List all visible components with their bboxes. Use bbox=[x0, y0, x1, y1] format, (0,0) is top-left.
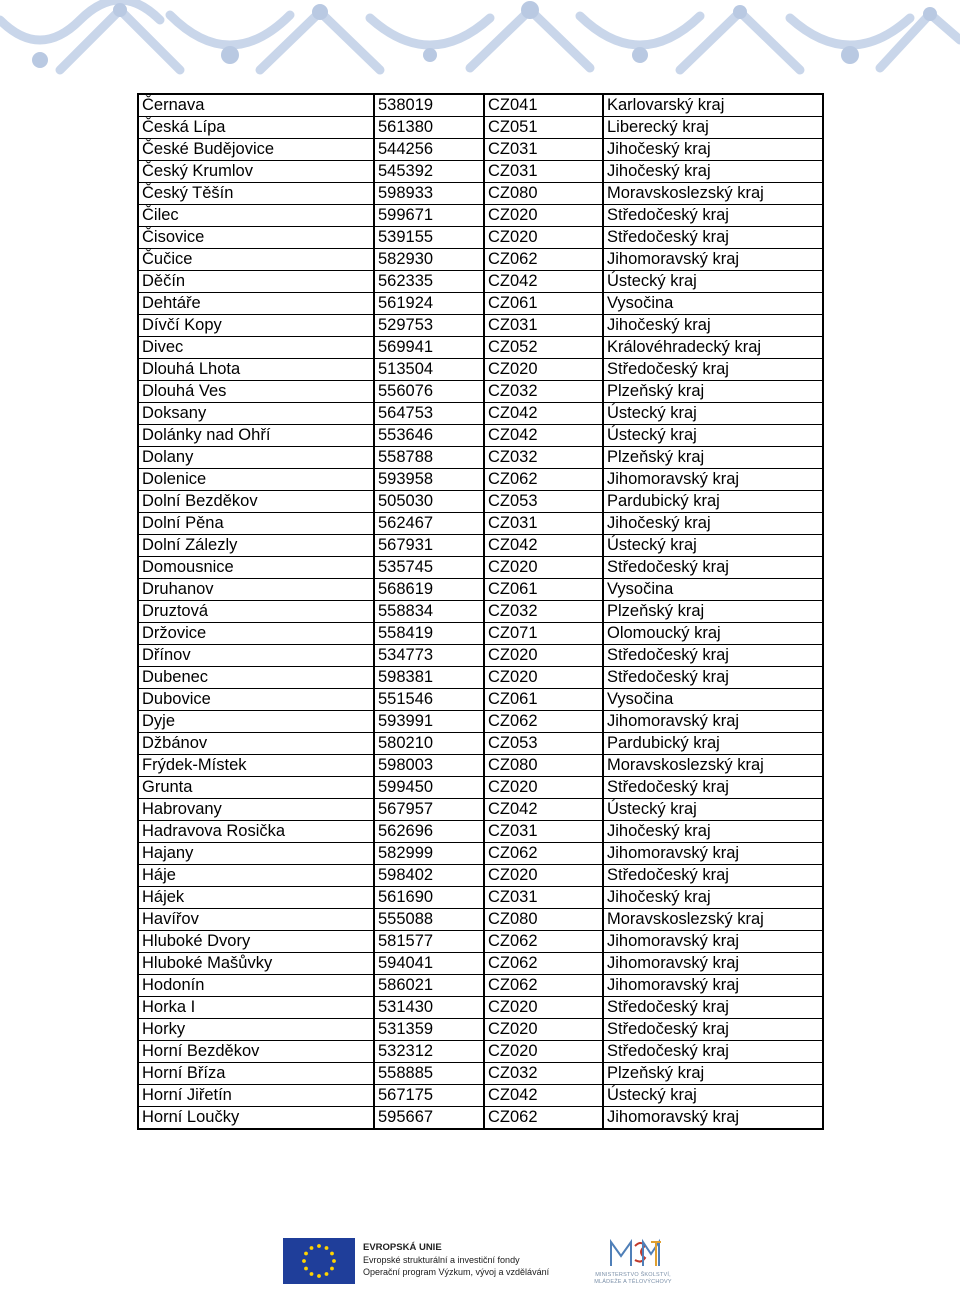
place-code-cell: 567175 bbox=[374, 1085, 484, 1107]
region-name-cell: Olomoucký kraj bbox=[603, 623, 823, 645]
region-name-cell: Liberecký kraj bbox=[603, 117, 823, 139]
place-code-cell: 562467 bbox=[374, 513, 484, 535]
place-name-cell: Džbánov bbox=[138, 733, 374, 755]
table-row bbox=[138, 381, 823, 403]
place-name-cell: Horní Bezděkov bbox=[138, 1041, 374, 1063]
region-code-cell: CZ032 bbox=[484, 1063, 603, 1085]
region-name-cell: Jihočeský kraj bbox=[603, 513, 823, 535]
region-code-cell: CZ061 bbox=[484, 689, 603, 711]
place-code-cell: 529753 bbox=[374, 315, 484, 337]
place-code-cell: 567957 bbox=[374, 799, 484, 821]
eu-star-icon bbox=[304, 1267, 308, 1271]
region-code-cell: CZ031 bbox=[484, 887, 603, 909]
table-row bbox=[138, 293, 823, 315]
place-code-cell: 582930 bbox=[374, 249, 484, 271]
table-row bbox=[138, 1019, 823, 1041]
place-name-cell: Hluboké Dvory bbox=[138, 931, 374, 953]
table-row bbox=[138, 359, 823, 381]
region-name-cell: Středočeský kraj bbox=[603, 865, 823, 887]
place-code-cell: 598402 bbox=[374, 865, 484, 887]
region-code-cell: CZ032 bbox=[484, 447, 603, 469]
region-code-cell: CZ052 bbox=[484, 337, 603, 359]
msmt-text bbox=[585, 1272, 681, 1286]
region-code-cell: CZ020 bbox=[484, 359, 603, 381]
table-row bbox=[138, 227, 823, 249]
region-code-cell: CZ020 bbox=[484, 997, 603, 1019]
region-code-cell: CZ020 bbox=[484, 557, 603, 579]
table-row bbox=[138, 1063, 823, 1085]
table-row bbox=[138, 447, 823, 469]
place-name-cell: Hajany bbox=[138, 843, 374, 865]
eu-flag-icon bbox=[283, 1238, 355, 1284]
place-name-cell: Hluboké Mašůvky bbox=[138, 953, 374, 975]
table-row bbox=[138, 1107, 823, 1130]
table-row bbox=[138, 425, 823, 447]
place-name-cell: Hodonín bbox=[138, 975, 374, 997]
eu-subtitle: Evropské strukturální a investiční fondy bbox=[363, 1255, 520, 1265]
region-name-cell: Středočeský kraj bbox=[603, 227, 823, 249]
place-code-cell: 569941 bbox=[374, 337, 484, 359]
region-code-cell: CZ020 bbox=[484, 1019, 603, 1041]
place-name-cell: Dehtáře bbox=[138, 293, 374, 315]
region-code-cell: CZ042 bbox=[484, 1085, 603, 1107]
region-code-cell: CZ020 bbox=[484, 777, 603, 799]
place-name-cell: Dlouhá Lhota bbox=[138, 359, 374, 381]
place-code-cell: 586021 bbox=[374, 975, 484, 997]
place-name-cell: Hadravova Rosička bbox=[138, 821, 374, 843]
region-name-cell: Jihomoravský kraj bbox=[603, 953, 823, 975]
place-name-cell: Horka I bbox=[138, 997, 374, 1019]
place-code-cell: 531359 bbox=[374, 1019, 484, 1041]
region-code-cell: CZ032 bbox=[484, 381, 603, 403]
place-code-cell: 558885 bbox=[374, 1063, 484, 1085]
region-name-cell: Moravskoslezský kraj bbox=[603, 909, 823, 931]
table-row bbox=[138, 909, 823, 931]
place-code-cell: 555088 bbox=[374, 909, 484, 931]
region-name-cell: Jihomoravský kraj bbox=[603, 843, 823, 865]
region-name-cell: Ústecký kraj bbox=[603, 271, 823, 293]
table-row bbox=[138, 469, 823, 491]
place-code-cell: 580210 bbox=[374, 733, 484, 755]
place-name-cell: Dřínov bbox=[138, 645, 374, 667]
header-banner bbox=[0, 0, 960, 80]
place-code-cell: 538019 bbox=[374, 94, 484, 117]
table-row bbox=[138, 271, 823, 293]
place-name-cell: Dolní Bezděkov bbox=[138, 491, 374, 513]
region-code-cell: CZ042 bbox=[484, 799, 603, 821]
table-row bbox=[138, 953, 823, 975]
region-name-cell: Středočeský kraj bbox=[603, 777, 823, 799]
footer bbox=[0, 1230, 960, 1295]
msmt-line-2: MLÁDEŽE A TĚLOVÝCHOVY bbox=[594, 1279, 672, 1285]
place-name-cell: Český Krumlov bbox=[138, 161, 374, 183]
place-code-cell: 539155 bbox=[374, 227, 484, 249]
region-name-cell: Plzeňský kraj bbox=[603, 447, 823, 469]
place-name-cell: Domousnice bbox=[138, 557, 374, 579]
place-name-cell: Děčín bbox=[138, 271, 374, 293]
place-name-cell: Držovice bbox=[138, 623, 374, 645]
region-name-cell: Jihočeský kraj bbox=[603, 315, 823, 337]
place-code-cell: 595667 bbox=[374, 1107, 484, 1130]
eu-star-icon bbox=[332, 1259, 336, 1263]
region-code-cell: CZ062 bbox=[484, 953, 603, 975]
region-name-cell: Středočeský kraj bbox=[603, 1019, 823, 1041]
region-code-cell: CZ020 bbox=[484, 205, 603, 227]
table-row bbox=[138, 337, 823, 359]
region-code-cell: CZ051 bbox=[484, 117, 603, 139]
place-code-cell: 582999 bbox=[374, 843, 484, 865]
eu-star-icon bbox=[317, 1274, 321, 1278]
region-name-cell: Jihočeský kraj bbox=[603, 161, 823, 183]
region-code-cell: CZ031 bbox=[484, 821, 603, 843]
places-table-body bbox=[138, 94, 823, 1129]
region-code-cell: CZ062 bbox=[484, 469, 603, 491]
region-code-cell: CZ020 bbox=[484, 227, 603, 249]
region-code-cell: CZ080 bbox=[484, 909, 603, 931]
place-code-cell: 556076 bbox=[374, 381, 484, 403]
table-row bbox=[138, 183, 823, 205]
msmt-logo-block bbox=[585, 1236, 681, 1288]
region-name-cell: Jihomoravský kraj bbox=[603, 975, 823, 997]
place-name-cell: České Budějovice bbox=[138, 139, 374, 161]
place-name-cell: Háje bbox=[138, 865, 374, 887]
table-row bbox=[138, 997, 823, 1019]
place-name-cell: Druztová bbox=[138, 601, 374, 623]
region-name-cell: Jihomoravský kraj bbox=[603, 931, 823, 953]
place-name-cell: Dolany bbox=[138, 447, 374, 469]
region-code-cell: CZ062 bbox=[484, 249, 603, 271]
table-row bbox=[138, 579, 823, 601]
region-name-cell: Vysočina bbox=[603, 579, 823, 601]
place-name-cell: Černava bbox=[138, 94, 374, 117]
region-code-cell: CZ062 bbox=[484, 843, 603, 865]
table-row bbox=[138, 513, 823, 535]
table-row bbox=[138, 623, 823, 645]
place-code-cell: 513504 bbox=[374, 359, 484, 381]
region-name-cell: Vysočina bbox=[603, 689, 823, 711]
place-name-cell: Dlouhá Ves bbox=[138, 381, 374, 403]
eu-program: Operační program Výzkum, vývoj a vzdělávání bbox=[363, 1267, 550, 1277]
place-name-cell: Čilec bbox=[138, 205, 374, 227]
region-code-cell: CZ031 bbox=[484, 315, 603, 337]
region-name-cell: Plzeňský kraj bbox=[603, 381, 823, 403]
eu-star-icon bbox=[330, 1252, 334, 1256]
place-name-cell: Česká Lípa bbox=[138, 117, 374, 139]
place-name-cell: Druhanov bbox=[138, 579, 374, 601]
table-row bbox=[138, 249, 823, 271]
region-code-cell: CZ062 bbox=[484, 975, 603, 997]
place-code-cell: 535745 bbox=[374, 557, 484, 579]
table-row bbox=[138, 94, 823, 117]
region-code-cell: CZ062 bbox=[484, 711, 603, 733]
place-name-cell: Horní Bříza bbox=[138, 1063, 374, 1085]
region-name-cell: Moravskoslezský kraj bbox=[603, 755, 823, 777]
table-row bbox=[138, 711, 823, 733]
place-name-cell: Český Těšín bbox=[138, 183, 374, 205]
region-code-cell: CZ020 bbox=[484, 865, 603, 887]
region-code-cell: CZ031 bbox=[484, 513, 603, 535]
eu-star-icon bbox=[310, 1272, 314, 1276]
region-code-cell: CZ062 bbox=[484, 1107, 603, 1130]
region-code-cell: CZ020 bbox=[484, 645, 603, 667]
place-code-cell: 599671 bbox=[374, 205, 484, 227]
table-row bbox=[138, 865, 823, 887]
region-code-cell: CZ031 bbox=[484, 139, 603, 161]
place-name-cell: Grunta bbox=[138, 777, 374, 799]
place-code-cell: 561924 bbox=[374, 293, 484, 315]
table-row bbox=[138, 139, 823, 161]
table-row bbox=[138, 601, 823, 623]
place-code-cell: 567931 bbox=[374, 535, 484, 557]
place-code-cell: 581577 bbox=[374, 931, 484, 953]
region-name-cell: Ústecký kraj bbox=[603, 799, 823, 821]
region-code-cell: CZ042 bbox=[484, 425, 603, 447]
place-code-cell: 598381 bbox=[374, 667, 484, 689]
table-row bbox=[138, 931, 823, 953]
region-code-cell: CZ061 bbox=[484, 579, 603, 601]
region-name-cell: Středočeský kraj bbox=[603, 645, 823, 667]
region-name-cell: Středočeský kraj bbox=[603, 205, 823, 227]
table-row bbox=[138, 161, 823, 183]
eu-title: EVROPSKÁ UNIE bbox=[363, 1242, 442, 1253]
table-row bbox=[138, 667, 823, 689]
place-name-cell: Horky bbox=[138, 1019, 374, 1041]
eu-star-icon bbox=[325, 1272, 329, 1276]
region-name-cell: Jihočeský kraj bbox=[603, 821, 823, 843]
place-name-cell: Dubenec bbox=[138, 667, 374, 689]
region-name-cell: Středočeský kraj bbox=[603, 557, 823, 579]
table-row bbox=[138, 975, 823, 997]
region-code-cell: CZ061 bbox=[484, 293, 603, 315]
places-table bbox=[137, 93, 824, 1130]
region-name-cell: Moravskoslezský kraj bbox=[603, 183, 823, 205]
region-name-cell: Ústecký kraj bbox=[603, 403, 823, 425]
place-name-cell: Čučice bbox=[138, 249, 374, 271]
table-row bbox=[138, 491, 823, 513]
place-name-cell: Dolenice bbox=[138, 469, 374, 491]
table-row bbox=[138, 557, 823, 579]
region-name-cell: Ústecký kraj bbox=[603, 1085, 823, 1107]
place-code-cell: 561690 bbox=[374, 887, 484, 909]
table-row bbox=[138, 799, 823, 821]
region-name-cell: Středočeský kraj bbox=[603, 359, 823, 381]
msmt-logo-icon bbox=[607, 1236, 663, 1272]
region-name-cell: Plzeňský kraj bbox=[603, 601, 823, 623]
region-name-cell: Královéhradecký kraj bbox=[603, 337, 823, 359]
table-row bbox=[138, 777, 823, 799]
region-code-cell: CZ042 bbox=[484, 403, 603, 425]
table-row bbox=[138, 205, 823, 227]
region-code-cell: CZ062 bbox=[484, 931, 603, 953]
place-code-cell: 558788 bbox=[374, 447, 484, 469]
region-name-cell: Plzeňský kraj bbox=[603, 1063, 823, 1085]
eu-star-icon bbox=[302, 1259, 306, 1263]
place-name-cell: Dubovice bbox=[138, 689, 374, 711]
region-name-cell: Ústecký kraj bbox=[603, 535, 823, 557]
place-code-cell: 558419 bbox=[374, 623, 484, 645]
place-code-cell: 561380 bbox=[374, 117, 484, 139]
place-name-cell: Dolánky nad Ohří bbox=[138, 425, 374, 447]
table-row bbox=[138, 733, 823, 755]
place-code-cell: 594041 bbox=[374, 953, 484, 975]
eu-star-icon bbox=[325, 1246, 329, 1250]
eu-star-icon bbox=[317, 1244, 321, 1248]
place-name-cell: Čisovice bbox=[138, 227, 374, 249]
place-code-cell: 534773 bbox=[374, 645, 484, 667]
region-name-cell: Středočeský kraj bbox=[603, 667, 823, 689]
place-code-cell: 562335 bbox=[374, 271, 484, 293]
eu-star-icon bbox=[330, 1267, 334, 1271]
place-name-cell: Dyje bbox=[138, 711, 374, 733]
place-code-cell: 553646 bbox=[374, 425, 484, 447]
table-row bbox=[138, 1041, 823, 1063]
table-row bbox=[138, 403, 823, 425]
region-code-cell: CZ020 bbox=[484, 1041, 603, 1063]
place-name-cell: Dolní Pěna bbox=[138, 513, 374, 535]
region-name-cell: Jihomoravský kraj bbox=[603, 249, 823, 271]
region-name-cell: Pardubický kraj bbox=[603, 491, 823, 513]
region-name-cell: Středočeský kraj bbox=[603, 997, 823, 1019]
place-name-cell: Doksany bbox=[138, 403, 374, 425]
region-code-cell: CZ042 bbox=[484, 535, 603, 557]
region-code-cell: CZ080 bbox=[484, 755, 603, 777]
region-code-cell: CZ031 bbox=[484, 161, 603, 183]
region-name-cell: Jihomoravský kraj bbox=[603, 711, 823, 733]
region-code-cell: CZ053 bbox=[484, 491, 603, 513]
region-name-cell: Jihomoravský kraj bbox=[603, 1107, 823, 1130]
eu-text-block bbox=[363, 1242, 573, 1278]
region-code-cell: CZ071 bbox=[484, 623, 603, 645]
region-code-cell: CZ053 bbox=[484, 733, 603, 755]
region-code-cell: CZ020 bbox=[484, 667, 603, 689]
region-name-cell: Jihočeský kraj bbox=[603, 139, 823, 161]
place-name-cell: Havířov bbox=[138, 909, 374, 931]
table-row bbox=[138, 315, 823, 337]
table-row bbox=[138, 689, 823, 711]
place-code-cell: 568619 bbox=[374, 579, 484, 601]
place-code-cell: 545392 bbox=[374, 161, 484, 183]
table-row bbox=[138, 535, 823, 557]
place-name-cell: Habrovany bbox=[138, 799, 374, 821]
place-code-cell: 564753 bbox=[374, 403, 484, 425]
place-code-cell: 558834 bbox=[374, 601, 484, 623]
region-code-cell: CZ032 bbox=[484, 601, 603, 623]
table-row bbox=[138, 1085, 823, 1107]
eu-star-icon bbox=[310, 1246, 314, 1250]
region-name-cell: Jihomoravský kraj bbox=[603, 469, 823, 491]
place-code-cell: 562696 bbox=[374, 821, 484, 843]
place-name-cell: Divec bbox=[138, 337, 374, 359]
place-code-cell: 532312 bbox=[374, 1041, 484, 1063]
place-name-cell: Dolní Zálezly bbox=[138, 535, 374, 557]
place-code-cell: 598003 bbox=[374, 755, 484, 777]
place-name-cell: Dívčí Kopy bbox=[138, 315, 374, 337]
table-row bbox=[138, 843, 823, 865]
place-name-cell: Horní Jiřetín bbox=[138, 1085, 374, 1107]
place-code-cell: 505030 bbox=[374, 491, 484, 513]
place-code-cell: 593991 bbox=[374, 711, 484, 733]
place-code-cell: 551546 bbox=[374, 689, 484, 711]
place-code-cell: 531430 bbox=[374, 997, 484, 1019]
region-name-cell: Ústecký kraj bbox=[603, 425, 823, 447]
eu-star-icon bbox=[304, 1252, 308, 1256]
place-code-cell: 599450 bbox=[374, 777, 484, 799]
region-code-cell: CZ041 bbox=[484, 94, 603, 117]
place-code-cell: 598933 bbox=[374, 183, 484, 205]
table-row bbox=[138, 755, 823, 777]
region-name-cell: Jihočeský kraj bbox=[603, 887, 823, 909]
region-name-cell: Karlovarský kraj bbox=[603, 94, 823, 117]
region-name-cell: Středočeský kraj bbox=[603, 1041, 823, 1063]
table-row bbox=[138, 117, 823, 139]
table-row bbox=[138, 645, 823, 667]
place-name-cell: Horní Loučky bbox=[138, 1107, 374, 1130]
region-code-cell: CZ042 bbox=[484, 271, 603, 293]
table-row bbox=[138, 887, 823, 909]
place-name-cell: Hájek bbox=[138, 887, 374, 909]
region-name-cell: Vysočina bbox=[603, 293, 823, 315]
place-code-cell: 593958 bbox=[374, 469, 484, 491]
banner-pattern-icon bbox=[0, 0, 960, 80]
msmt-line-1: MINISTERSTVO ŠKOLSTVÍ, bbox=[595, 1272, 671, 1278]
table-row bbox=[138, 821, 823, 843]
place-name-cell: Frýdek-Místek bbox=[138, 755, 374, 777]
place-code-cell: 544256 bbox=[374, 139, 484, 161]
region-code-cell: CZ080 bbox=[484, 183, 603, 205]
region-name-cell: Pardubický kraj bbox=[603, 733, 823, 755]
